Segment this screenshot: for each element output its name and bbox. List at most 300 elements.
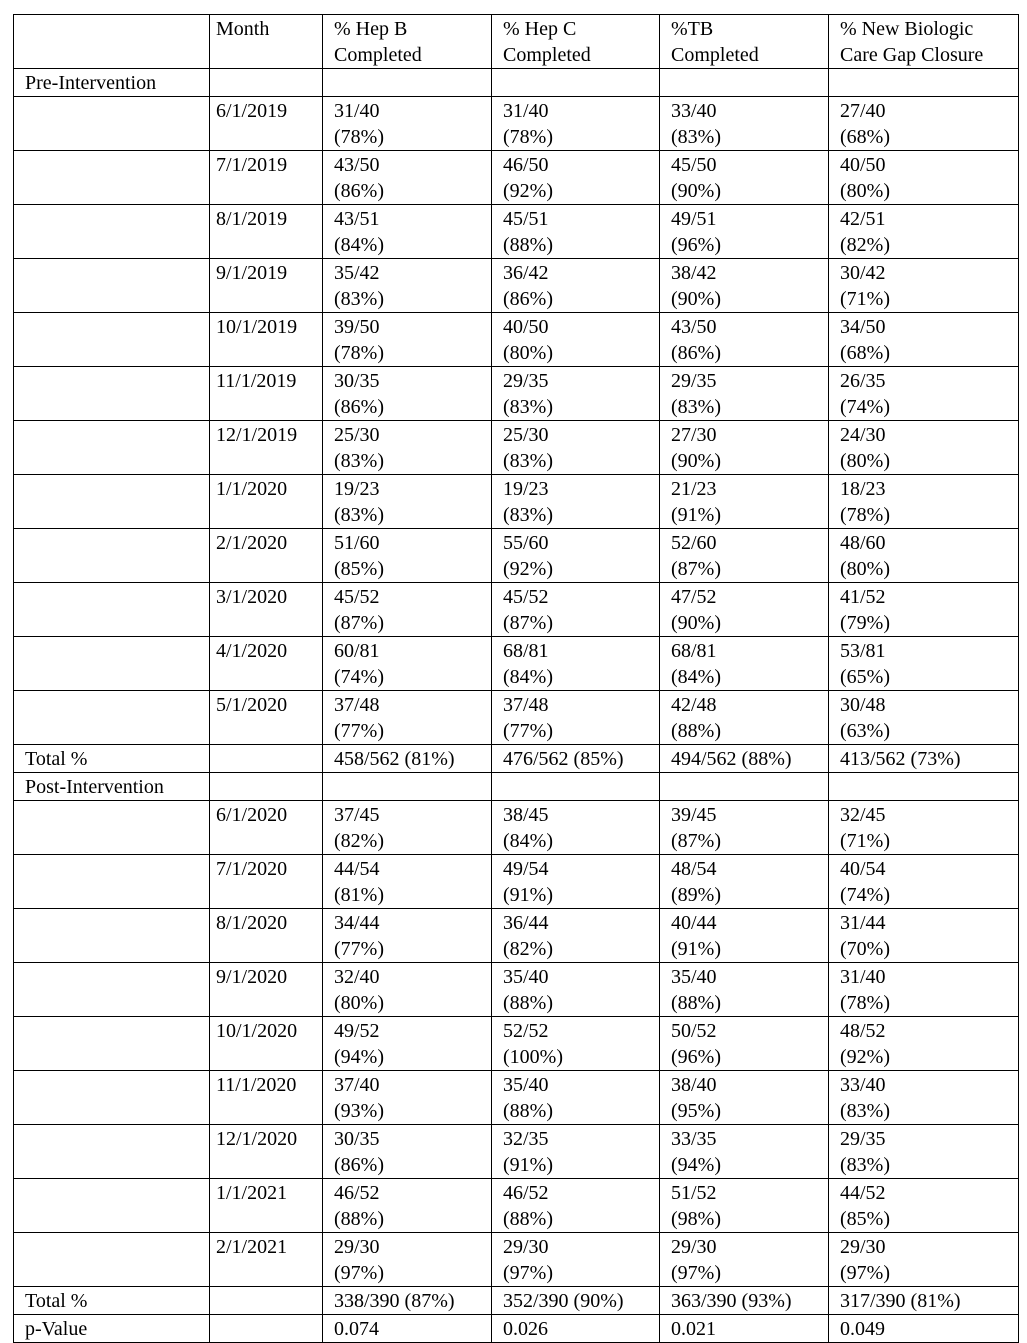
count-value: 18/23 <box>840 478 886 500</box>
total-row <box>14 1287 1019 1315</box>
month-cell: 6/1/2019 <box>210 97 323 151</box>
count-value: 36/42 <box>503 262 549 284</box>
count-value: 29/30 <box>503 1236 549 1258</box>
total-tb: 494/562 (88%) <box>660 745 829 773</box>
new-biologic-cell <box>829 529 1019 583</box>
empty-cell <box>323 773 492 801</box>
tb-cell <box>660 583 829 637</box>
count-value: 39/45 <box>671 804 717 826</box>
new-biologic-cell <box>829 421 1019 475</box>
count-value: 31/40 <box>503 100 549 122</box>
new-biologic-cell <box>829 475 1019 529</box>
hep-c-cell <box>492 855 660 909</box>
percent-value: (74%) <box>840 396 890 418</box>
month-cell: 1/1/2021 <box>210 1179 323 1233</box>
hep-c-cell <box>492 259 660 313</box>
count-value: 39/50 <box>334 316 380 338</box>
hep-b-cell <box>323 367 492 421</box>
percent-value: (87%) <box>503 612 553 634</box>
table-row <box>14 205 1019 259</box>
percent-value: (78%) <box>334 342 384 364</box>
new-biologic-cell <box>829 637 1019 691</box>
count-value: 24/30 <box>840 424 886 446</box>
tb-cell <box>660 313 829 367</box>
empty-cell <box>14 313 210 367</box>
percent-value: (88%) <box>671 720 721 742</box>
table-row <box>14 1233 1019 1287</box>
month-cell: 1/1/2020 <box>210 475 323 529</box>
month-cell: 9/1/2019 <box>210 259 323 313</box>
tb-cell <box>660 421 829 475</box>
section-row <box>14 69 1019 97</box>
empty-cell <box>323 69 492 97</box>
percent-value: (86%) <box>334 180 384 202</box>
empty-cell <box>829 69 1019 97</box>
hep-b-cell <box>323 1233 492 1287</box>
percent-value: (81%) <box>334 884 384 906</box>
hep-c-cell <box>492 583 660 637</box>
empty-cell <box>829 773 1019 801</box>
count-value: 33/40 <box>671 100 717 122</box>
hep-c-cell <box>492 691 660 745</box>
tb-cell <box>660 475 829 529</box>
count-value: 35/42 <box>334 262 380 284</box>
table-row <box>14 691 1019 745</box>
hep-c-cell <box>492 1125 660 1179</box>
header-blank-cell <box>14 15 210 69</box>
percent-value: (82%) <box>334 830 384 852</box>
count-value: 52/60 <box>671 532 717 554</box>
percent-value: (77%) <box>503 720 553 742</box>
new-biologic-cell <box>829 367 1019 421</box>
count-value: 46/52 <box>503 1182 549 1204</box>
percent-value: (90%) <box>671 288 721 310</box>
percent-value: (77%) <box>334 938 384 960</box>
percent-value: (74%) <box>840 884 890 906</box>
empty-cell <box>14 475 210 529</box>
count-value: 37/48 <box>503 694 549 716</box>
total-new-biologic: 413/562 (73%) <box>829 745 1019 773</box>
count-value: 38/40 <box>671 1074 717 1096</box>
count-value: 60/81 <box>334 640 380 662</box>
percent-value: (68%) <box>840 126 890 148</box>
tb-cell <box>660 963 829 1017</box>
count-value: 46/52 <box>334 1182 380 1204</box>
empty-cell <box>660 773 829 801</box>
total-hep-c: 352/390 (90%) <box>492 1287 660 1315</box>
table-row <box>14 801 1019 855</box>
percent-value: (83%) <box>503 396 553 418</box>
tb-cell <box>660 691 829 745</box>
empty-cell <box>14 909 210 963</box>
hep-c-cell <box>492 205 660 259</box>
hep-b-cell <box>323 963 492 1017</box>
percent-value: (97%) <box>334 1262 384 1284</box>
percent-value: (87%) <box>334 612 384 634</box>
table-row <box>14 1071 1019 1125</box>
hep-c-cell <box>492 1017 660 1071</box>
count-value: 29/35 <box>671 370 717 392</box>
count-value: 33/40 <box>840 1074 886 1096</box>
percent-value: (88%) <box>503 1208 553 1230</box>
count-value: 29/35 <box>503 370 549 392</box>
new-biologic-cell <box>829 151 1019 205</box>
count-value: 25/30 <box>334 424 380 446</box>
percent-value: (83%) <box>840 1100 890 1122</box>
empty-cell <box>14 801 210 855</box>
percent-value: (90%) <box>671 450 721 472</box>
percent-value: (78%) <box>503 126 553 148</box>
results-table-body <box>14 15 1019 1343</box>
percent-value: (83%) <box>334 288 384 310</box>
hep-c-cell <box>492 475 660 529</box>
percent-value: (88%) <box>503 1100 553 1122</box>
percent-value: (90%) <box>671 612 721 634</box>
header-hep-c: % Hep C Completed <box>492 15 660 69</box>
table-row <box>14 963 1019 1017</box>
hep-c-cell <box>492 313 660 367</box>
hep-b-cell <box>323 475 492 529</box>
count-value: 43/50 <box>671 316 717 338</box>
tb-cell <box>660 1125 829 1179</box>
month-cell: 3/1/2020 <box>210 583 323 637</box>
count-value: 33/35 <box>671 1128 717 1150</box>
count-value: 25/30 <box>503 424 549 446</box>
count-value: 45/51 <box>503 208 549 230</box>
percent-value: (82%) <box>840 234 890 256</box>
empty-cell <box>14 855 210 909</box>
count-value: 31/40 <box>334 100 380 122</box>
empty-cell <box>210 1315 323 1343</box>
count-value: 42/51 <box>840 208 886 230</box>
count-value: 48/54 <box>671 858 717 880</box>
hep-b-cell <box>323 205 492 259</box>
percent-value: (71%) <box>840 830 890 852</box>
percent-value: (84%) <box>503 666 553 688</box>
count-value: 35/40 <box>503 1074 549 1096</box>
count-value: 19/23 <box>334 478 380 500</box>
percent-value: (95%) <box>671 1100 721 1122</box>
hep-b-cell <box>323 529 492 583</box>
table-row <box>14 367 1019 421</box>
month-cell: 11/1/2019 <box>210 367 323 421</box>
hep-b-cell <box>323 151 492 205</box>
count-value: 36/44 <box>503 912 549 934</box>
total-hep-c: 476/562 (85%) <box>492 745 660 773</box>
count-value: 35/40 <box>503 966 549 988</box>
empty-cell <box>492 773 660 801</box>
tb-cell <box>660 801 829 855</box>
empty-cell <box>14 205 210 259</box>
pvalue-hep-c: 0.026 <box>492 1315 660 1343</box>
count-value: 27/40 <box>840 100 886 122</box>
count-value: 47/52 <box>671 586 717 608</box>
tb-cell <box>660 259 829 313</box>
percent-value: (92%) <box>503 558 553 580</box>
empty-cell <box>210 1287 323 1315</box>
percent-value: (88%) <box>671 992 721 1014</box>
tb-cell <box>660 855 829 909</box>
percent-value: (91%) <box>503 884 553 906</box>
count-value: 55/60 <box>503 532 549 554</box>
table-row <box>14 855 1019 909</box>
section-label: Pre-Intervention <box>14 69 210 97</box>
header-hep-b: % Hep B Completed <box>323 15 492 69</box>
percent-value: (90%) <box>671 180 721 202</box>
hep-b-cell <box>323 97 492 151</box>
month-cell: 12/1/2019 <box>210 421 323 475</box>
empty-cell <box>14 367 210 421</box>
new-biologic-cell <box>829 1233 1019 1287</box>
pvalue-hep-b: 0.074 <box>323 1315 492 1343</box>
hep-b-cell <box>323 855 492 909</box>
percent-value: (88%) <box>503 234 553 256</box>
percent-value: (93%) <box>334 1100 384 1122</box>
count-value: 30/35 <box>334 370 380 392</box>
percent-value: (85%) <box>840 1208 890 1230</box>
hep-c-cell <box>492 1233 660 1287</box>
count-value: 32/35 <box>503 1128 549 1150</box>
empty-cell <box>14 1017 210 1071</box>
percent-value: (80%) <box>503 342 553 364</box>
hep-c-cell <box>492 151 660 205</box>
count-value: 29/35 <box>840 1128 886 1150</box>
empty-cell <box>492 69 660 97</box>
count-value: 31/40 <box>840 966 886 988</box>
count-value: 40/50 <box>503 316 549 338</box>
section-label: Post-Intervention <box>14 773 210 801</box>
count-value: 40/44 <box>671 912 717 934</box>
hep-b-cell <box>323 1125 492 1179</box>
count-value: 37/45 <box>334 804 380 826</box>
empty-cell <box>14 1071 210 1125</box>
hep-b-cell <box>323 909 492 963</box>
month-cell: 8/1/2019 <box>210 205 323 259</box>
hep-c-cell <box>492 97 660 151</box>
count-value: 48/60 <box>840 532 886 554</box>
hep-c-cell <box>492 1179 660 1233</box>
tb-cell <box>660 1179 829 1233</box>
percent-value: (87%) <box>671 558 721 580</box>
total-new-biologic: 317/390 (81%) <box>829 1287 1019 1315</box>
new-biologic-cell <box>829 801 1019 855</box>
count-value: 40/50 <box>840 154 886 176</box>
count-value: 68/81 <box>503 640 549 662</box>
percent-value: (97%) <box>671 1262 721 1284</box>
percent-value: (78%) <box>840 504 890 526</box>
total-label: Total % <box>14 745 210 773</box>
percent-value: (86%) <box>334 396 384 418</box>
hep-b-cell <box>323 259 492 313</box>
percent-value: (86%) <box>671 342 721 364</box>
table-row <box>14 475 1019 529</box>
hep-c-cell <box>492 637 660 691</box>
tb-cell <box>660 205 829 259</box>
header-tb: %TB Completed <box>660 15 829 69</box>
percent-value: (79%) <box>840 612 890 634</box>
count-value: 42/48 <box>671 694 717 716</box>
month-cell: 7/1/2019 <box>210 151 323 205</box>
new-biologic-cell <box>829 97 1019 151</box>
count-value: 32/45 <box>840 804 886 826</box>
percent-value: (80%) <box>840 450 890 472</box>
count-value: 68/81 <box>671 640 717 662</box>
hep-c-cell <box>492 529 660 583</box>
count-value: 40/54 <box>840 858 886 880</box>
table-row <box>14 313 1019 367</box>
count-value: 27/30 <box>671 424 717 446</box>
percent-value: (85%) <box>334 558 384 580</box>
empty-cell <box>14 1179 210 1233</box>
count-value: 45/52 <box>334 586 380 608</box>
percent-value: (78%) <box>334 126 384 148</box>
month-cell: 2/1/2021 <box>210 1233 323 1287</box>
new-biologic-cell <box>829 313 1019 367</box>
count-value: 51/52 <box>671 1182 717 1204</box>
count-value: 34/44 <box>334 912 380 934</box>
header-month: Month <box>210 15 323 69</box>
hep-b-cell <box>323 583 492 637</box>
hep-c-cell <box>492 421 660 475</box>
table-row <box>14 421 1019 475</box>
header-new-biologic: % New Biologic Care Gap Closure <box>829 15 1019 69</box>
percent-value: (84%) <box>334 234 384 256</box>
count-value: 41/52 <box>840 586 886 608</box>
table-row <box>14 97 1019 151</box>
total-row <box>14 745 1019 773</box>
count-value: 44/52 <box>840 1182 886 1204</box>
tb-cell <box>660 529 829 583</box>
percent-value: (82%) <box>503 938 553 960</box>
count-value: 50/52 <box>671 1020 717 1042</box>
count-value: 38/45 <box>503 804 549 826</box>
count-value: 30/48 <box>840 694 886 716</box>
month-cell: 6/1/2020 <box>210 801 323 855</box>
percent-value: (70%) <box>840 938 890 960</box>
percent-value: (86%) <box>503 288 553 310</box>
hep-c-cell <box>492 1071 660 1125</box>
percent-value: (92%) <box>840 1046 890 1068</box>
empty-cell <box>14 583 210 637</box>
pvalue-row <box>14 1315 1019 1343</box>
percent-value: (71%) <box>840 288 890 310</box>
percent-value: (96%) <box>671 1046 721 1068</box>
count-value: 43/50 <box>334 154 380 176</box>
count-value: 43/51 <box>334 208 380 230</box>
new-biologic-cell <box>829 1125 1019 1179</box>
month-cell: 10/1/2020 <box>210 1017 323 1071</box>
count-value: 49/54 <box>503 858 549 880</box>
count-value: 32/40 <box>334 966 380 988</box>
header-row <box>14 15 1019 69</box>
percent-value: (92%) <box>503 180 553 202</box>
new-biologic-cell <box>829 1017 1019 1071</box>
percent-value: (97%) <box>840 1262 890 1284</box>
percent-value: (91%) <box>671 504 721 526</box>
empty-cell <box>210 773 323 801</box>
count-value: 21/23 <box>671 478 717 500</box>
empty-cell <box>14 1125 210 1179</box>
percent-value: (80%) <box>840 558 890 580</box>
count-value: 30/42 <box>840 262 886 284</box>
month-cell: 8/1/2020 <box>210 909 323 963</box>
new-biologic-cell <box>829 1179 1019 1233</box>
percent-value: (88%) <box>334 1208 384 1230</box>
new-biologic-cell <box>829 583 1019 637</box>
percent-value: (83%) <box>503 450 553 472</box>
percent-value: (94%) <box>671 1154 721 1176</box>
month-cell: 12/1/2020 <box>210 1125 323 1179</box>
count-value: 29/30 <box>334 1236 380 1258</box>
empty-cell <box>14 963 210 1017</box>
count-value: 31/44 <box>840 912 886 934</box>
percent-value: (91%) <box>503 1154 553 1176</box>
month-cell: 9/1/2020 <box>210 963 323 1017</box>
percent-value: (68%) <box>840 342 890 364</box>
count-value: 19/23 <box>503 478 549 500</box>
count-value: 29/30 <box>671 1236 717 1258</box>
percent-value: (80%) <box>840 180 890 202</box>
percent-value: (83%) <box>334 504 384 526</box>
count-value: 51/60 <box>334 532 380 554</box>
month-cell: 2/1/2020 <box>210 529 323 583</box>
count-value: 45/50 <box>671 154 717 176</box>
percent-value: (97%) <box>503 1262 553 1284</box>
percent-value: (83%) <box>840 1154 890 1176</box>
empty-cell <box>660 69 829 97</box>
month-cell: 5/1/2020 <box>210 691 323 745</box>
table-row <box>14 583 1019 637</box>
pvalue-new-biologic: 0.049 <box>829 1315 1019 1343</box>
count-value: 45/52 <box>503 586 549 608</box>
hep-b-cell <box>323 691 492 745</box>
tb-cell <box>660 637 829 691</box>
empty-cell <box>14 151 210 205</box>
percent-value: (88%) <box>503 992 553 1014</box>
empty-cell <box>14 259 210 313</box>
empty-cell <box>14 637 210 691</box>
hep-b-cell <box>323 1017 492 1071</box>
percent-value: (83%) <box>503 504 553 526</box>
percent-value: (77%) <box>334 720 384 742</box>
pvalue-label: p-Value <box>14 1315 210 1343</box>
tb-cell <box>660 909 829 963</box>
tb-cell <box>660 1017 829 1071</box>
table-row <box>14 1179 1019 1233</box>
percent-value: (100%) <box>503 1046 563 1068</box>
count-value: 53/81 <box>840 640 886 662</box>
empty-cell <box>14 691 210 745</box>
percent-value: (65%) <box>840 666 890 688</box>
table-row <box>14 259 1019 313</box>
hep-b-cell <box>323 421 492 475</box>
hep-b-cell <box>323 1179 492 1233</box>
results-table <box>13 14 1019 1343</box>
month-cell: 11/1/2020 <box>210 1071 323 1125</box>
new-biologic-cell <box>829 259 1019 313</box>
hep-b-cell <box>323 801 492 855</box>
total-label: Total % <box>14 1287 210 1315</box>
percent-value: (84%) <box>671 666 721 688</box>
hep-c-cell <box>492 909 660 963</box>
count-value: 38/42 <box>671 262 717 284</box>
tb-cell <box>660 151 829 205</box>
new-biologic-cell <box>829 855 1019 909</box>
table-row <box>14 1017 1019 1071</box>
new-biologic-cell <box>829 691 1019 745</box>
tb-cell <box>660 1233 829 1287</box>
table-row <box>14 909 1019 963</box>
